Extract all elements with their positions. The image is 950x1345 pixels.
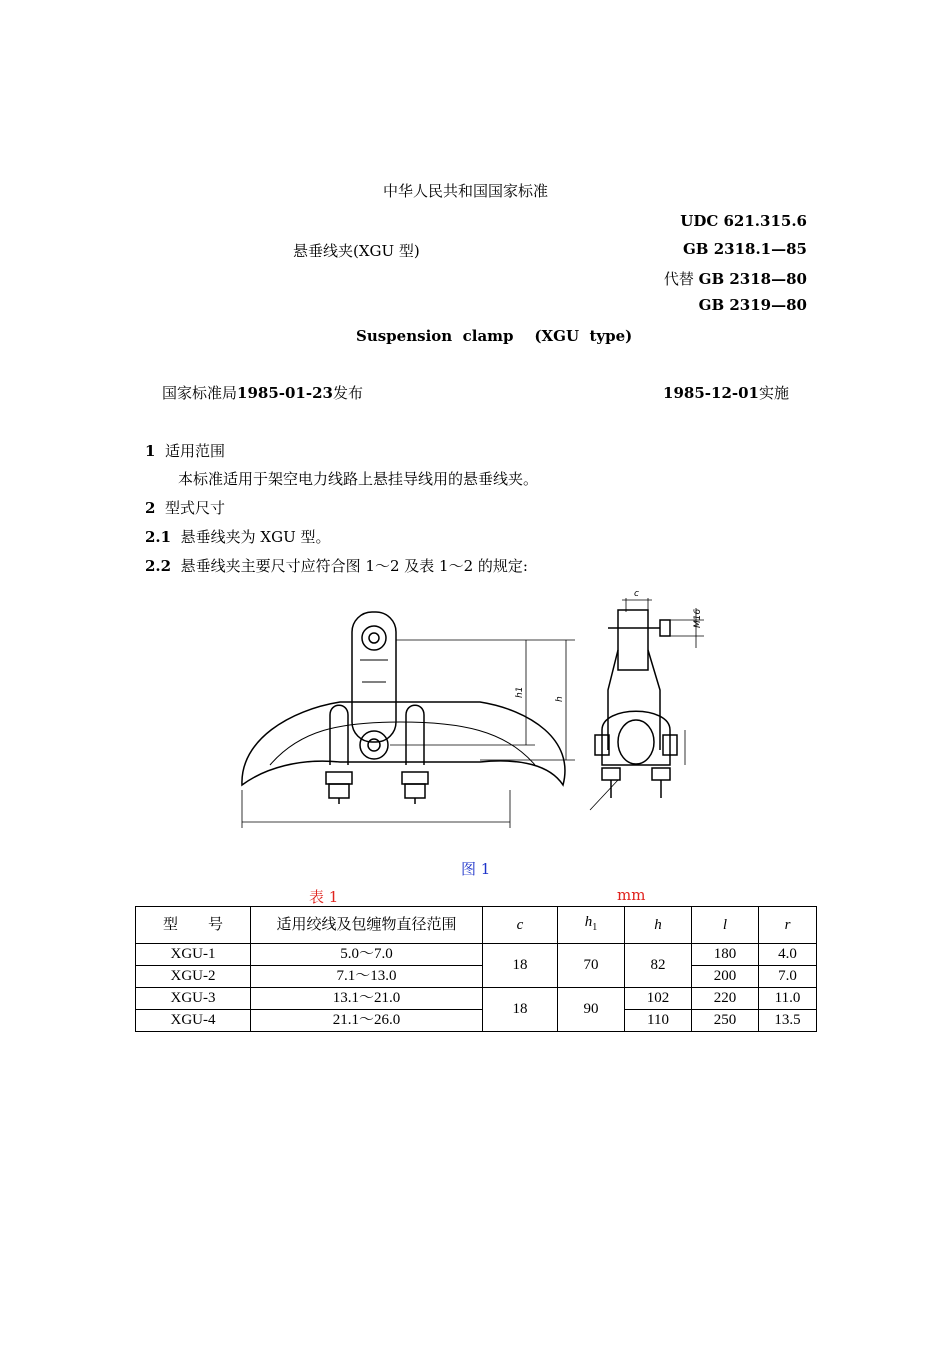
section-2-heading [145,497,225,518]
header-h: h [625,907,692,944]
cell-l: 180 [692,944,759,966]
cell-r: 11.0 [759,988,817,1010]
table-row [136,966,817,988]
section-number: 2.1 [145,528,172,546]
document-title-en: Suspension clamp (XGU type) [356,327,633,345]
section-2-2 [145,555,528,576]
section-text: 悬垂线夹为 XGU 型。 [180,528,331,546]
label-h: h [555,696,565,702]
replaces-standard-1: GB 2318—80 [698,270,807,288]
cell-c: 18 [483,944,558,988]
header-diameter-range: 适用绞线及包缠物直径范围 [251,907,483,944]
cell-model: XGU-4 [136,1010,251,1032]
cell-range: 21.1～26.0 [251,1010,483,1032]
u-bolt-right [406,705,424,765]
effective-date: 1985-12-01 [663,384,759,402]
label-h1: h1 [515,686,525,698]
section-text: 悬垂线夹主要尺寸应符合图 1～2 及表 1～2 的规定: [180,557,528,575]
gb-number: GB 2318.1—85 [683,240,807,258]
standard-line: 中华人民共和国国家标准 [383,182,549,200]
cell-range: 13.1～21.0 [251,988,483,1010]
cell-r: 7.0 [759,966,817,988]
header-h1-sub: 1 [592,922,598,933]
effective-line [663,382,789,403]
table-row [136,988,817,1010]
cell-h: 110 [625,1010,692,1032]
side-plate [618,610,648,670]
section-text: 适用范围 [164,442,225,460]
side-yoke [608,650,660,750]
table-row [136,944,817,966]
replaces-label: 代替 [663,270,694,288]
cell-r: 4.0 [759,944,817,966]
replaces-standard-2: GB 2319—80 [698,296,807,314]
table-row [136,1010,817,1032]
title-cn-text: 悬垂线夹(XGU 型) [293,242,420,260]
header-h1-main: h [584,914,593,930]
cell-model: XGU-2 [136,966,251,988]
section-2-1 [145,526,331,547]
issue-date: 1985-01-23 [237,384,333,402]
section-1-heading [145,440,225,461]
issue-word: 发布 [332,384,363,402]
issue-line [162,382,363,403]
cell-range: 7.1～13.0 [251,966,483,988]
saddle-inner-curve [270,722,535,765]
figure-caption: 图 1 [461,860,491,878]
cell-h: 82 [625,944,692,988]
header-r: r [759,907,817,944]
cell-model: XGU-3 [136,988,251,1010]
suspension-clamp-drawing [230,590,710,835]
center-pin [360,731,388,759]
cell-l: 200 [692,966,759,988]
table-caption: 表 1 [309,888,339,906]
cell-h: 102 [625,988,692,1010]
table-unit: mm [617,886,646,904]
header-l: l [692,907,759,944]
label-m16: M16 [693,608,703,628]
document-title-cn [293,240,420,261]
cell-r: 13.5 [759,1010,817,1032]
header-h1 [558,907,625,944]
section-text: 本标准适用于架空电力线路上悬挂导线用的悬垂线夹。 [178,470,539,488]
header-c: c [483,907,558,944]
cell-h1: 90 [558,988,625,1032]
u-bolt-left [330,705,348,765]
section-number: 1 [145,442,156,460]
cell-c: 18 [483,988,558,1032]
section-text: 型式尺寸 [164,499,225,517]
cell-h1: 70 [558,944,625,988]
dimensions-table [135,906,817,1032]
cell-l: 220 [692,988,759,1010]
section-1-body [178,468,538,489]
top-pin [362,626,386,650]
replaces-line [664,268,807,289]
effective-word: 实施 [758,384,789,402]
issuer: 国家标准局 [162,384,238,402]
cell-range: 5.0～7.0 [251,944,483,966]
section-number: 2 [145,499,156,517]
table-header-row [136,907,817,944]
header-model: 型 号 [136,907,251,944]
cell-model: XGU-1 [136,944,251,966]
label-c: c [634,590,639,599]
section-number: 2.2 [145,557,172,575]
udc-number: UDC 621.315.6 [680,212,807,230]
cell-l: 250 [692,1010,759,1032]
